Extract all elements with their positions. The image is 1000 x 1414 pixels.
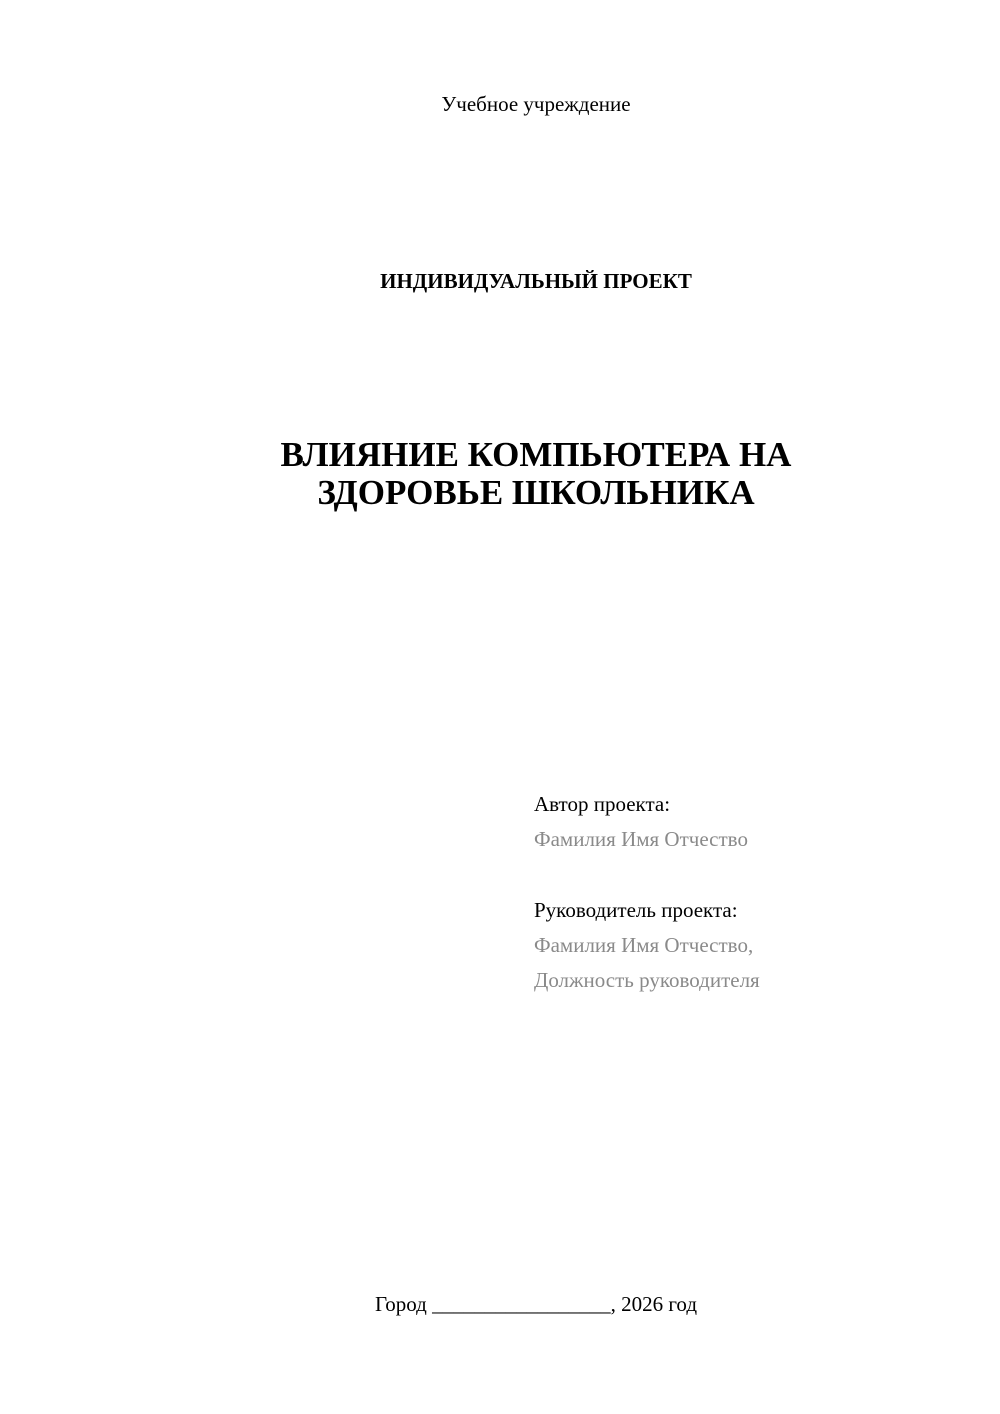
credits-block [534, 787, 954, 998]
project-title-line-1: ВЛИЯНИЕ КОМПЬЮТЕРА НА [280, 435, 792, 474]
institution-name: Учебное учреждение [441, 92, 631, 116]
supervisor-name: Фамилия Имя Отчество, [534, 933, 754, 957]
author-label: Автор проекта: [534, 792, 671, 816]
document-type: ИНДИВИДУАЛЬНЫЙ ПРОЕКТ [380, 269, 692, 293]
credits-spacer [534, 857, 954, 893]
supervisor-position: Должность руководителя [534, 968, 760, 992]
author-name: Фамилия Имя Отчество [534, 827, 748, 851]
project-title-line-2: ЗДОРОВЬЕ ШКОЛЬНИКА [317, 473, 755, 512]
project-title [0, 436, 1000, 512]
city-year-line: Город _________________, 2026 год [374, 1292, 698, 1316]
supervisor-label: Руководитель проекта: [534, 898, 738, 922]
